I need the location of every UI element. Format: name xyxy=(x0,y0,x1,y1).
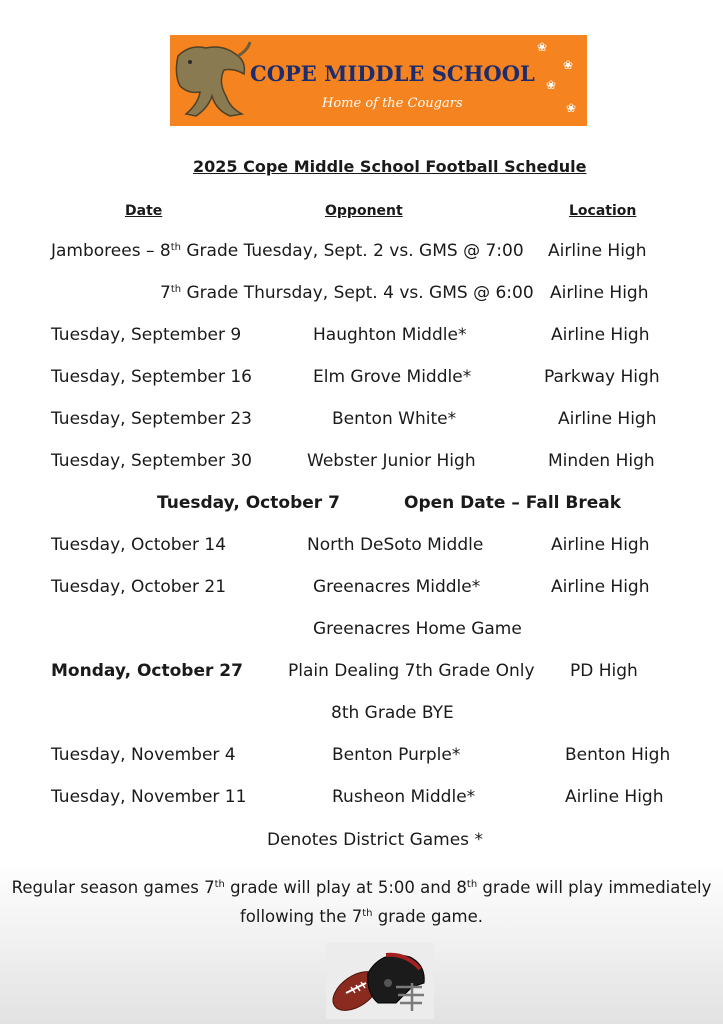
game-date: Tuesday, September 23 xyxy=(51,409,252,429)
game-opponent: Elm Grove Middle* xyxy=(313,367,472,387)
game-date: Tuesday, September 9 xyxy=(51,325,242,345)
game-location: Minden High xyxy=(548,451,655,471)
game-date: Tuesday, October 7 xyxy=(157,493,340,513)
schedule-title: 2025 Cope Middle School Football Schedule xyxy=(193,157,587,176)
football-helmet-icon xyxy=(326,943,434,1019)
game-opponent: Webster Junior High xyxy=(307,451,476,471)
jamboree-7th-grade: 7th Grade Thursday, Sept. 4 vs. GMS @ 6:00 xyxy=(160,283,534,303)
game-location: Airline High xyxy=(551,577,650,597)
game-opponent: Greenacres Middle* xyxy=(313,577,481,597)
home-game-note: Greenacres Home Game xyxy=(313,619,522,639)
game-date: Tuesday, November 4 xyxy=(51,745,236,765)
game-location: Benton High xyxy=(565,745,671,765)
game-opponent: Rusheon Middle* xyxy=(332,787,476,807)
game-opponent: North DeSoto Middle xyxy=(307,535,484,555)
game-location: Airline High xyxy=(565,787,664,807)
header-opponent: Opponent xyxy=(325,203,403,219)
bye-note: 8th Grade BYE xyxy=(331,703,454,723)
cougar-mascot-icon xyxy=(172,38,252,120)
game-opponent: Benton Purple* xyxy=(332,745,461,765)
district-games-note: Denotes District Games * xyxy=(267,830,483,850)
kickoff-times-note: Regular season games 7th grade will play at 5:00 and 8th grade will play immediately following the 7th grade game. xyxy=(11,878,712,926)
school-name: COPE MIDDLE SCHOOL xyxy=(250,61,535,86)
game-date: Tuesday, September 16 xyxy=(51,367,252,387)
paw-print-icon: ❀ xyxy=(537,40,548,54)
game-date: Tuesday, November 11 xyxy=(51,787,247,807)
jamboree-8th-grade: Jamborees – 8th Grade Tuesday, Sept. 2 vs. GMS @ 7:00 xyxy=(51,241,524,261)
game-date: Monday, October 27 xyxy=(51,661,243,681)
paw-print-icon: ❀ xyxy=(546,78,557,92)
game-location: PD High xyxy=(570,661,638,681)
paw-print-icon: ❀ xyxy=(566,101,577,115)
game-date: Tuesday, October 21 xyxy=(51,577,227,597)
jamboree-7th-location: Airline High xyxy=(550,283,649,303)
game-location: Airline High xyxy=(551,535,650,555)
open-date-note: Open Date – Fall Break xyxy=(404,493,622,513)
paw-print-icon: ❀ xyxy=(563,58,574,72)
game-opponent: Plain Dealing 7th Grade Only xyxy=(288,661,535,681)
game-date: Tuesday, September 30 xyxy=(51,451,252,471)
game-date: Tuesday, October 14 xyxy=(51,535,227,555)
game-location: Airline High xyxy=(558,409,657,429)
game-location: Airline High xyxy=(551,325,650,345)
header-date: Date xyxy=(125,203,163,219)
game-opponent: Benton White* xyxy=(332,409,457,429)
header-location: Location xyxy=(569,203,637,219)
game-opponent: Haughton Middle* xyxy=(313,325,467,345)
game-location: Parkway High xyxy=(544,367,660,387)
jamboree-8th-location: Airline High xyxy=(548,241,647,261)
school-tagline: Home of the Cougars xyxy=(322,96,463,111)
